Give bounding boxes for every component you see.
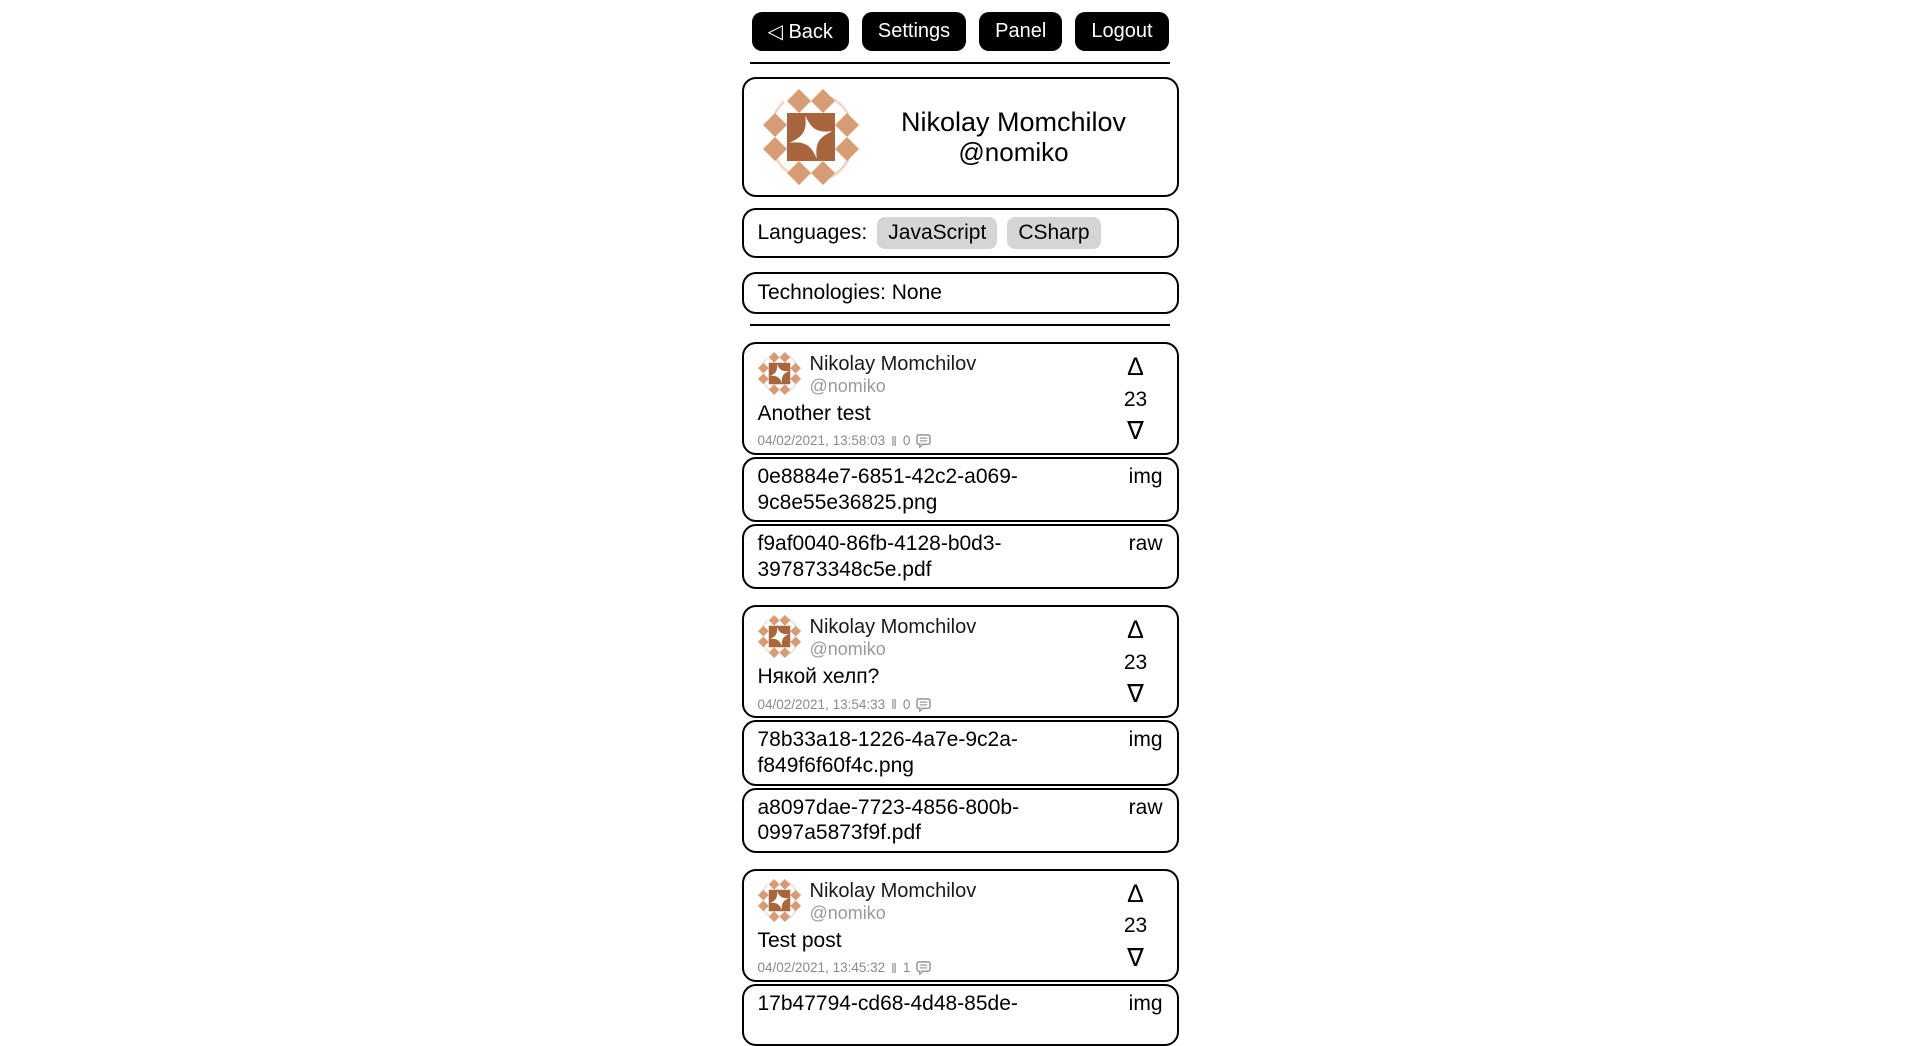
post-author-names — [810, 879, 977, 924]
upvote-button[interactable]: Δ — [1127, 353, 1144, 381]
downvote-button[interactable]: ∇ — [1127, 417, 1144, 445]
post-timestamp: 04/02/2021, 13:54:33 — [757, 696, 886, 712]
vote-count: 23 — [1123, 650, 1148, 674]
post-author-names — [810, 352, 977, 397]
meta-separator: ‖ — [891, 959, 897, 976]
post-author-handle: @nomiko — [809, 639, 886, 660]
language-badge-javascript[interactable]: JavaScript — [877, 217, 997, 249]
post-card[interactable] — [742, 869, 1179, 982]
divider-posts — [750, 324, 1170, 326]
attachment-row[interactable] — [742, 720, 1179, 785]
post-timestamp: 04/02/2021, 13:45:32 — [757, 960, 886, 976]
attachment-row[interactable] — [742, 984, 1179, 1046]
post-card[interactable] — [742, 605, 1179, 718]
attachment-row[interactable] — [742, 457, 1179, 522]
comment-bubble-icon — [916, 434, 931, 448]
post-vote-column — [1113, 350, 1159, 447]
post-vote-column — [1113, 613, 1159, 710]
attachment-filename: a8097dae-7723-4856-800b-0997a5873f9f.pdf — [757, 795, 1020, 845]
post-author-name: Nikolay Momchilov — [809, 616, 977, 639]
post-meta — [758, 960, 1113, 976]
post-author-handle: @nomiko — [809, 902, 886, 923]
settings-button[interactable]: Settings — [862, 12, 966, 51]
technologies-label: Technologies: None — [757, 281, 942, 304]
post-main — [758, 350, 1113, 447]
back-button[interactable]: ◁ Back — [752, 12, 849, 51]
vote-count: 23 — [1123, 914, 1148, 938]
post-meta — [758, 696, 1113, 712]
profile-card — [742, 77, 1179, 197]
profile-handle: @nomiko — [958, 136, 1069, 167]
post-comment-count: 0 — [902, 433, 911, 449]
panel-button[interactable]: Panel — [979, 12, 1062, 51]
comment-bubble-icon — [916, 961, 931, 975]
language-badge-csharp[interactable]: CSharp — [1007, 217, 1100, 249]
meta-separator: ‖ — [891, 696, 897, 713]
post-title: Test post — [757, 928, 842, 952]
attachment-filename: 17b47794-cd68-4d48-85de- — [757, 991, 1018, 1015]
post-main — [758, 877, 1113, 974]
post-author-handle: @nomiko — [809, 376, 886, 396]
profile-name: Nikolay Momchilov — [900, 107, 1127, 138]
post-author-names — [810, 615, 977, 660]
post-author-row — [758, 615, 1113, 660]
profile-names — [859, 108, 1177, 165]
attachment-type-label: raw — [1128, 795, 1163, 819]
vote-count: 23 — [1123, 387, 1148, 411]
attachment-type-label: img — [1128, 465, 1163, 488]
post-comment-count: 0 — [902, 696, 911, 712]
top-toolbar — [742, 0, 1179, 51]
post-meta — [758, 433, 1113, 449]
post-avatar-icon — [758, 879, 801, 922]
post-author-name: Nikolay Momchilov — [809, 879, 977, 902]
post-vote-column — [1113, 877, 1159, 974]
downvote-button[interactable]: ∇ — [1127, 943, 1144, 972]
logout-button[interactable]: Logout — [1075, 12, 1168, 51]
upvote-button[interactable]: Δ — [1127, 616, 1144, 645]
attachment-row[interactable] — [742, 788, 1179, 853]
attachment-filename: 78b33a18-1226-4a7e-9c2a-f849f6f60f4c.png — [757, 728, 1018, 778]
post-timestamp: 04/02/2021, 13:58:03 — [757, 433, 886, 449]
attachment-type-label: raw — [1128, 532, 1163, 556]
post-author-row — [758, 879, 1113, 924]
upvote-button[interactable]: Δ — [1127, 879, 1144, 908]
post-avatar-icon — [758, 615, 801, 658]
attachment-type-label: img — [1128, 728, 1163, 752]
post-main — [757, 613, 1113, 713]
post-avatar-icon — [758, 352, 801, 395]
attachment-type-label: img — [1128, 991, 1163, 1015]
post-author-row — [758, 352, 1113, 397]
languages-label: Languages: — [757, 221, 868, 244]
post-comment-count: 1 — [902, 960, 911, 976]
divider-top — [750, 62, 1170, 64]
attachment-filename: 0e8884e7-6851-42c2-a069-9c8e55e36825.png — [757, 465, 1018, 514]
downvote-button[interactable]: ∇ — [1127, 680, 1144, 709]
meta-separator: ‖ — [891, 432, 897, 449]
content-column — [742, 0, 1179, 1046]
post-author-name: Nikolay Momchilov — [809, 353, 977, 375]
profile-avatar-icon — [763, 89, 859, 185]
technologies-card — [742, 272, 1179, 314]
post-title: Another test — [757, 401, 871, 425]
post-title: Някой хелп? — [757, 665, 880, 689]
attachment-row[interactable] — [742, 524, 1179, 589]
attachment-filename: f9af0040-86fb-4128-b0d3-397873348c5e.pdf — [757, 532, 1002, 581]
comment-bubble-icon — [916, 698, 931, 712]
languages-card — [742, 208, 1179, 258]
post-card[interactable] — [742, 342, 1179, 455]
